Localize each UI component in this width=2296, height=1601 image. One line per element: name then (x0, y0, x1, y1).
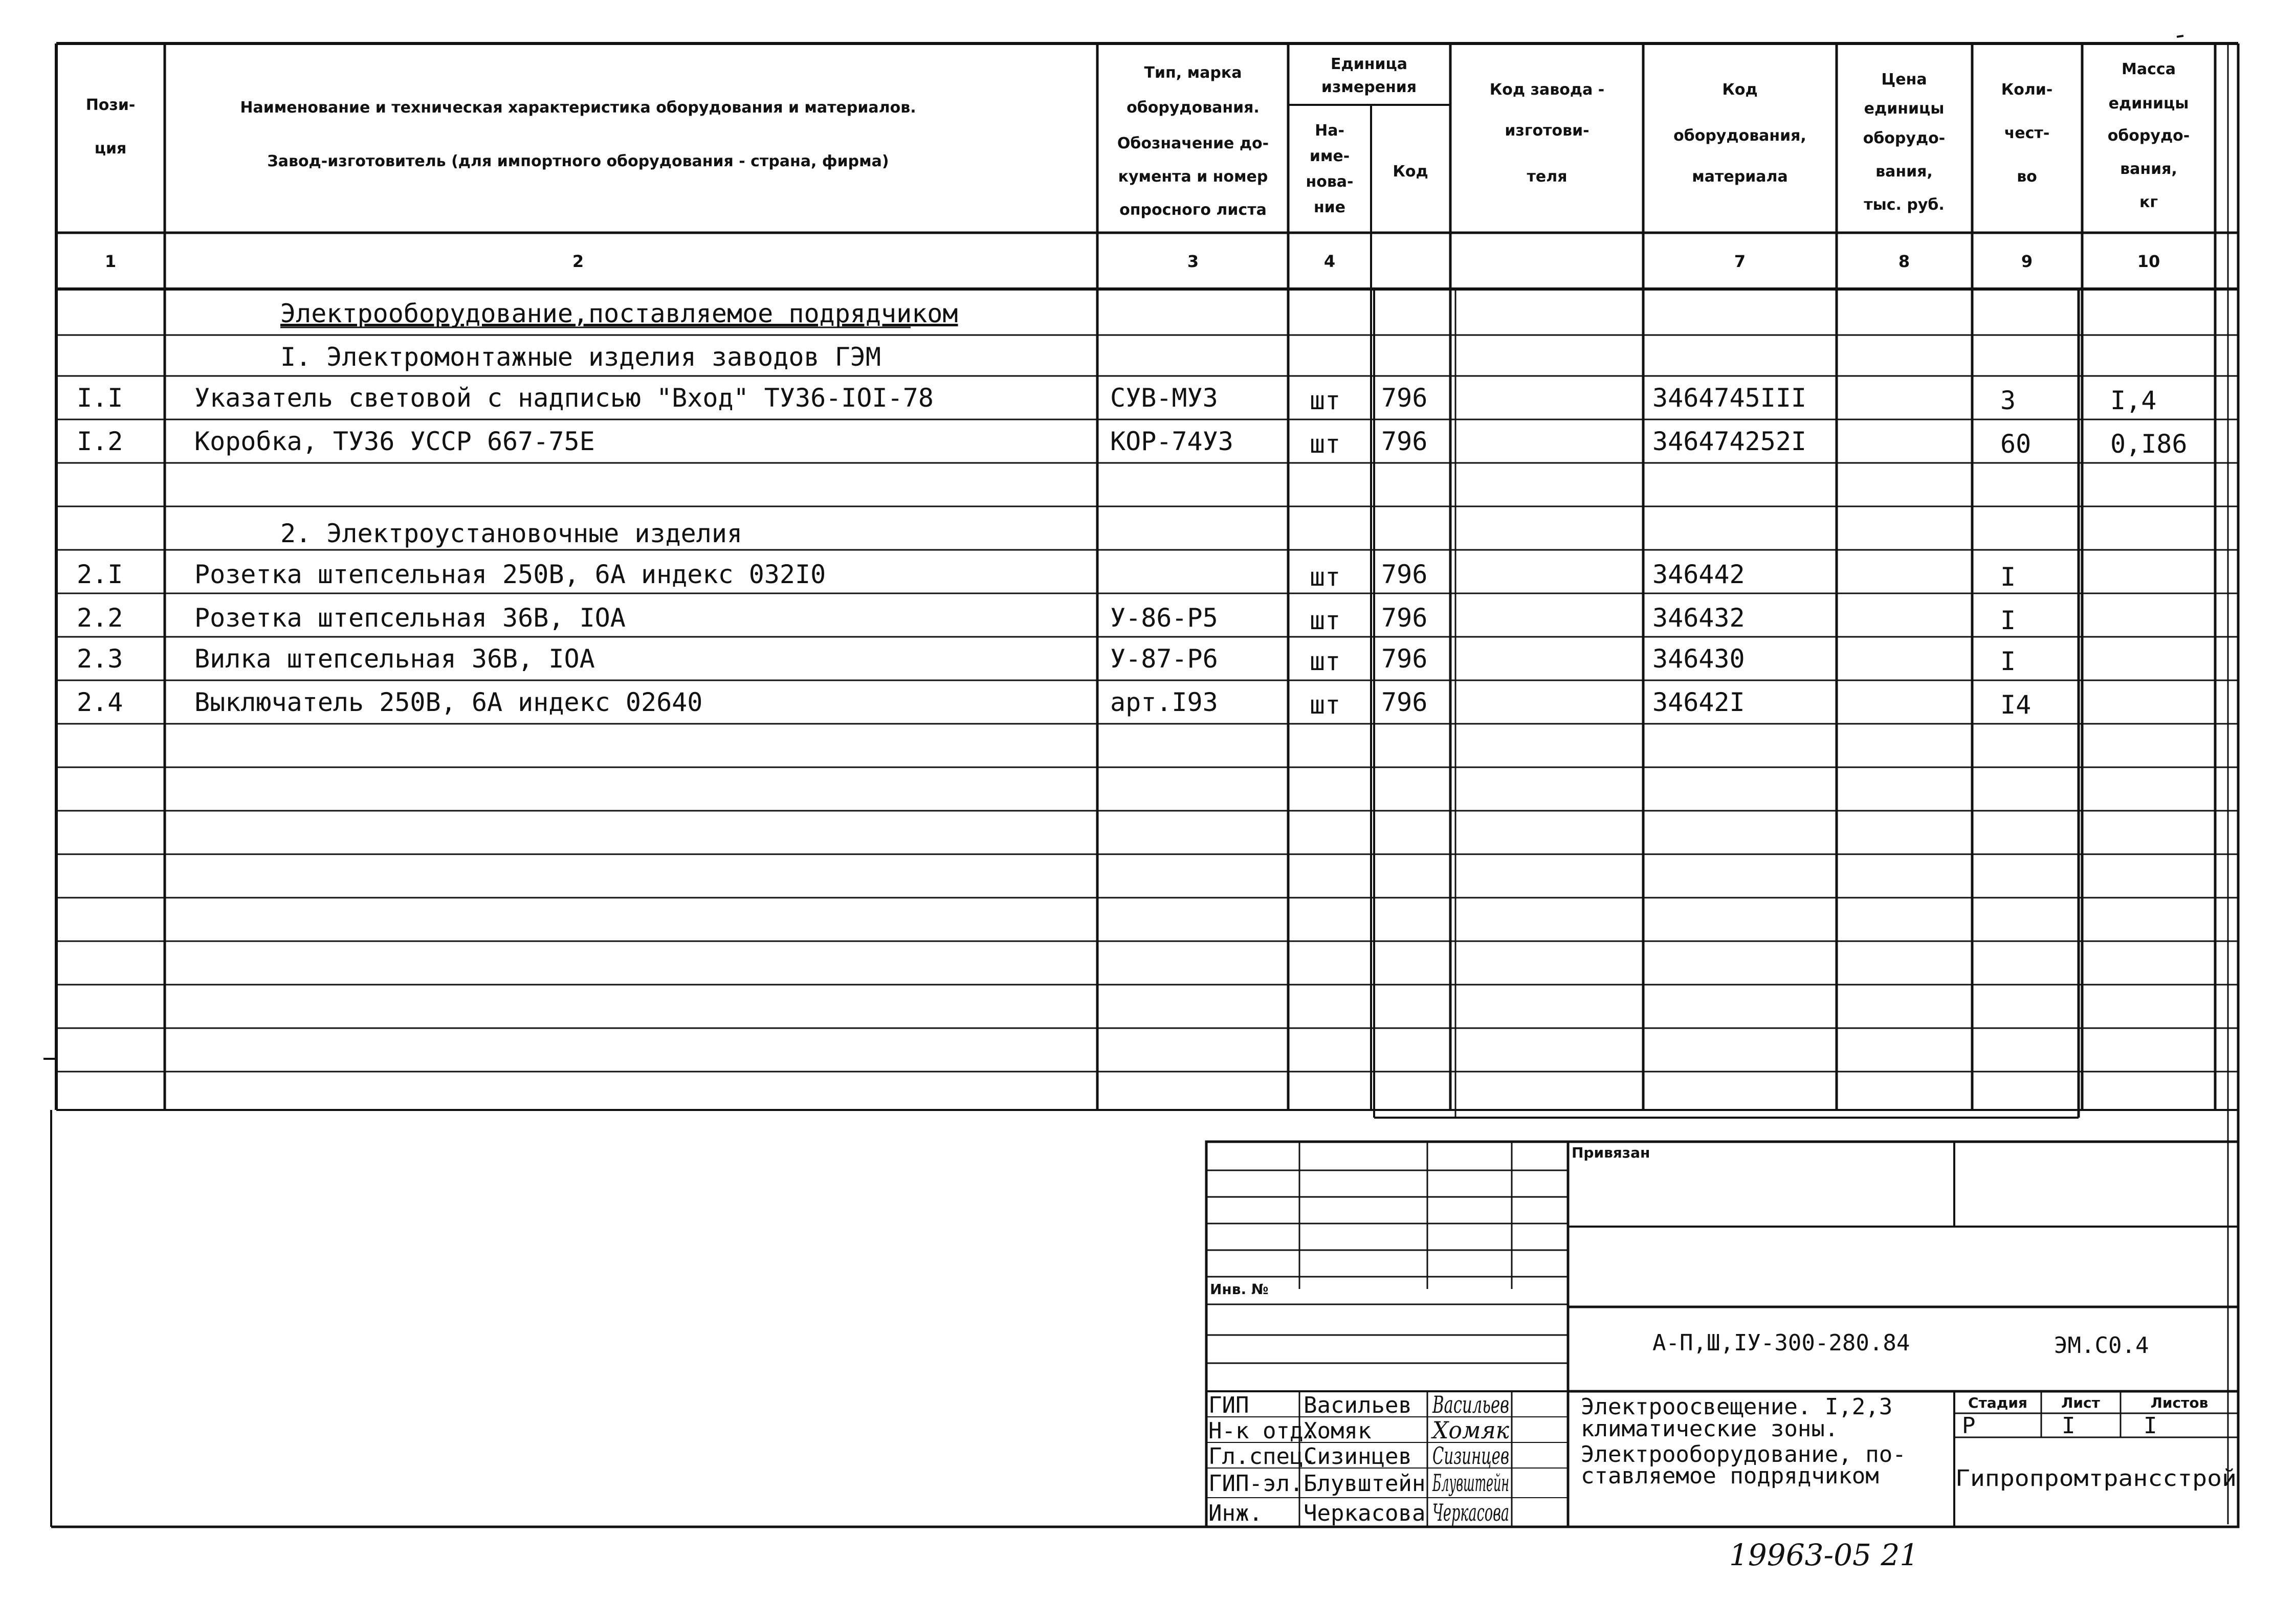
table-row (77, 644, 2016, 676)
cell-equipment-code: 346442 (1652, 560, 1745, 589)
cell-unit: шт (1310, 690, 1341, 720)
sheets-label: Листов (2150, 1394, 2209, 1411)
header-price-line1: Цена (1881, 71, 1927, 88)
signer-name: Сизинцев (1304, 1443, 1412, 1470)
cell-unit: шт (1310, 429, 1341, 459)
header-unit-name-line4: ние (1313, 198, 1346, 216)
drawing-title-line1: Электроосвещение. I,2,3 (1581, 1394, 1893, 1420)
cell-equipment-code: 346432 (1652, 603, 1745, 633)
cell-unit-code: 796 (1381, 644, 1428, 674)
cell-name: Выключатель 250В, 6А индекс 02640 (194, 687, 703, 717)
column-number-3: 3 (1187, 252, 1199, 271)
header-price-line2: единицы (1864, 100, 1945, 118)
cell-name: Розетка штепсельная 36В, IOA (194, 603, 626, 633)
cell-equipment-code: 346430 (1652, 644, 1745, 674)
header-type-line3: Обозначение до- (1117, 135, 1269, 152)
cell-name: Вилка штепсельная 36В, IOA (194, 644, 595, 674)
group-title-1: I. Электромонтажные изделия заводов ГЭМ (280, 342, 881, 372)
signer-signature: Черкасова (1432, 1499, 1509, 1526)
header-unit-name-line3: нова- (1306, 173, 1354, 191)
column-number-9: 9 (2021, 252, 2033, 271)
cell-quantity: I (2000, 606, 2016, 635)
signer-role: Инж. (1208, 1500, 1263, 1526)
cell-type: У-87-Р6 (1110, 644, 1218, 674)
header-qty-line1: Коли- (2001, 81, 2053, 99)
table-row (77, 603, 2016, 635)
cell-equipment-code: 3464745III (1652, 383, 1807, 413)
column-number-1: 1 (104, 252, 117, 271)
sheet-code: ЭМ.С0.4 (2054, 1332, 2149, 1359)
cell-type: арт.I93 (1110, 687, 1218, 717)
signer-name: Хомяк (1304, 1418, 1372, 1444)
header-equip-code-line2: оборудования, (1673, 127, 1806, 145)
drawing-title-line3: Электрооборудование, по- (1581, 1441, 1906, 1467)
header-unit-name-line2: име- (1309, 147, 1350, 165)
cell-quantity: I (2000, 562, 2016, 592)
drawing-title-line2: климатические зоны. (1581, 1416, 1839, 1442)
signer-row (1208, 1391, 1509, 1418)
cell-position: 2.4 (77, 687, 123, 717)
stage-label: Стадия (1968, 1394, 2027, 1411)
stage-value: Р (1962, 1413, 1976, 1439)
header-maker-code-line1: Код завода - (1489, 81, 1605, 99)
cell-quantity: 60 (2000, 429, 2032, 459)
table-row (77, 687, 2031, 720)
header-position-line1: Пози- (85, 96, 136, 114)
cell-unit: шт (1310, 386, 1341, 415)
signer-role: Гл.спец. (1208, 1443, 1317, 1470)
header-equip-code-line3: материала (1692, 168, 1788, 186)
header-type-line1: Тип, марка (1144, 64, 1242, 82)
cell-unit-code: 796 (1381, 560, 1428, 589)
cell-type: СУВ-МУЗ (1110, 383, 1218, 413)
cell-quantity: 3 (2000, 386, 2016, 415)
cell-mass: 0,I86 (2110, 429, 2188, 459)
header-mass-line4: вания, (2120, 160, 2177, 178)
header-mass-line1: Масса (2122, 60, 2176, 78)
header-type-line4: кумента и номер (1118, 168, 1268, 186)
cell-unit-code: 796 (1381, 603, 1428, 633)
signers-list (1208, 1391, 1510, 1526)
cell-equipment-code: 346474252I (1652, 427, 1807, 456)
column-number-2: 2 (572, 252, 584, 271)
signer-signature: Хомяк (1431, 1416, 1510, 1444)
header-qty-line2: чест- (2004, 124, 2050, 142)
cell-unit-code: 796 (1381, 383, 1428, 413)
sheet-label: Лист (2061, 1394, 2100, 1411)
signer-role: ГИП (1208, 1392, 1249, 1418)
column-number-10: 10 (2137, 252, 2160, 271)
cell-position: I.I (77, 383, 123, 413)
handwritten-stamp-number: 19963-05 21 (1729, 1538, 1919, 1572)
cell-position: I.2 (77, 427, 123, 456)
signer-row (1208, 1442, 1509, 1470)
header-mass-line2: единицы (2108, 95, 2189, 113)
signer-row (1208, 1499, 1509, 1526)
cell-name: Розетка штепсельная 250В, 6А индекс 032I0 (194, 560, 826, 589)
inventory-number-label: Инв. № (1210, 1281, 1269, 1298)
header-qty-line3: во (2017, 168, 2037, 186)
header-maker-code-line3: теля (1527, 168, 1568, 186)
cell-unit: шт (1310, 647, 1341, 676)
cell-position: 2.I (77, 560, 123, 589)
header-type-line5: опросного листа (1119, 201, 1267, 219)
cell-unit-code: 796 (1381, 427, 1428, 456)
cell-equipment-code: 34642I (1652, 687, 1745, 717)
signer-signature: Сизинцев (1432, 1442, 1509, 1470)
header-mass-line3: оборудо- (2107, 127, 2190, 145)
table-header (86, 55, 2190, 219)
signer-signature: Блувштейн (1432, 1469, 1509, 1497)
document-code: А-П,Ш,IУ-300-280.84 (1652, 1330, 1910, 1356)
header-maker-code-line2: изготови- (1505, 122, 1589, 140)
header-unit-group-line2: измерения (1321, 78, 1417, 96)
header-price-line4: вания, (1875, 163, 1933, 181)
column-number-8: 8 (1898, 252, 1910, 271)
cell-unit-code: 796 (1381, 687, 1428, 717)
corner-tick (2177, 36, 2183, 37)
header-price-line5: тыс. руб. (1864, 196, 1945, 214)
sheets-value: I (2144, 1413, 2157, 1439)
cell-position: 2.2 (77, 603, 123, 633)
header-name-line1: Наименование и техническая характеристика оборудования и материалов. (240, 99, 916, 117)
header-position-line2: ция (94, 140, 127, 158)
header-unit-group-line1: Единица (1331, 55, 1407, 73)
cell-type: КОР-74УЗ (1110, 427, 1233, 456)
group-title-2: 2. Электроустановочные изделия (280, 519, 743, 548)
cell-mass: I,4 (2110, 386, 2157, 415)
signer-name: Блувштейн (1304, 1471, 1426, 1497)
table-row (77, 560, 2016, 592)
signer-row (1208, 1416, 1510, 1444)
cell-name: Указатель световой с надписью "Вход" ТУ36-IOI-78 (194, 383, 934, 413)
cell-type: У-86-Р5 (1110, 603, 1218, 633)
drawing-title-line4: ставляемое подрядчиком (1581, 1463, 1879, 1489)
cell-position: 2.3 (77, 644, 123, 674)
organization-name: Гипропромтрансстрой (1955, 1465, 2237, 1492)
cell-quantity: I4 (2000, 690, 2032, 720)
header-price-line3: оборудо- (1863, 129, 1946, 147)
cell-quantity: I (2000, 647, 2016, 676)
column-numbers-row (105, 252, 2160, 271)
cell-unit: шт (1310, 606, 1341, 635)
cell-name: Коробка, ТУ36 УССР 667-75Е (194, 427, 595, 456)
signer-role: Н-к отд. (1208, 1418, 1317, 1444)
column-number-7: 7 (1734, 252, 1746, 271)
table-row (77, 383, 2156, 415)
section-title: Электрооборудование,поставляемое подрядчиком (280, 299, 958, 328)
privyazan-label: Привязан (1572, 1144, 1650, 1161)
table-row (77, 427, 2188, 459)
header-unit-code: Код (1393, 163, 1428, 181)
column-number-4: 4 (1323, 252, 1336, 271)
sheet-value: I (2062, 1413, 2076, 1439)
header-type-line2: оборудования. (1127, 99, 1260, 117)
header-equip-code-line1: Код (1722, 81, 1758, 99)
signer-row (1208, 1469, 1509, 1497)
signer-name: Черкасова (1304, 1500, 1426, 1526)
header-unit-name-line1: На- (1315, 122, 1344, 140)
signer-signature: Васильев (1432, 1391, 1509, 1418)
header-mass-line5: кг (2139, 193, 2158, 211)
header-name-line2: Завод-изготовитель (для импортного оборудования - страна, фирма) (267, 152, 889, 170)
signer-name: Васильев (1304, 1392, 1412, 1418)
signer-role: ГИП-эл. (1208, 1471, 1304, 1497)
cell-unit: шт (1310, 562, 1341, 592)
